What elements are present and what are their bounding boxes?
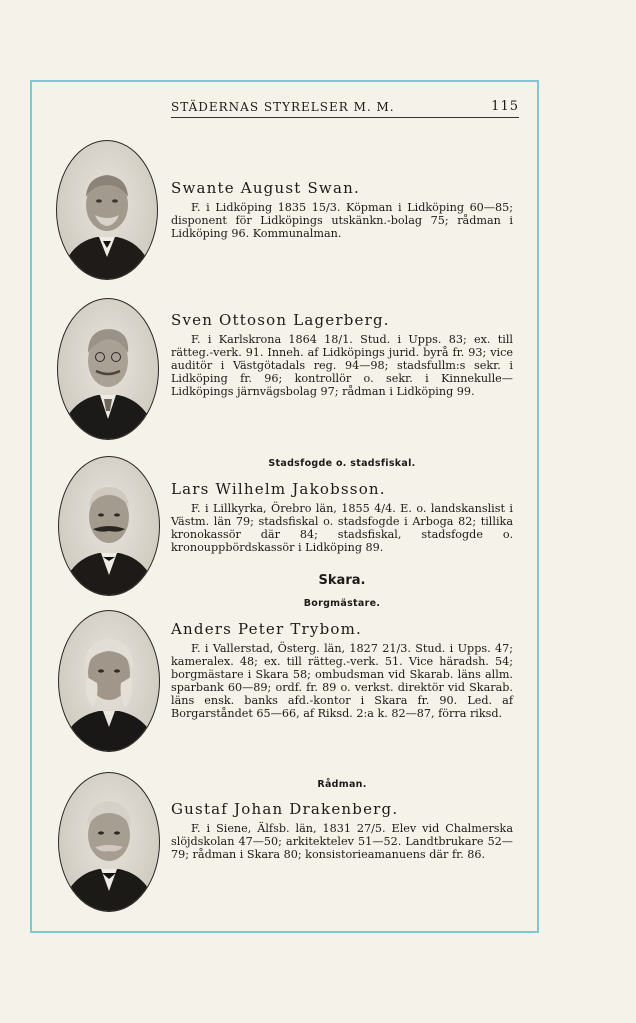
person-entry-drakenberg <box>171 799 513 861</box>
page-number: 115 <box>491 99 519 114</box>
portrait-lagerberg <box>57 298 159 440</box>
portrait-drakenberg <box>58 772 160 912</box>
person-bio: F. i Vallerstad, Österg. län, 1827 21/3. Stud. i Upps. 47; kameralex. 48; ex. till rätteg.-verk. 51. Vice häradsh. 54; borgmästare i Skara 58; ombudsman vid Skarab. läns allm. sparbank 60—89; ordf. fr. 89 o. verkst. direktör vid Skarab. läns ensk. banks afd.-kontor i Skara fr. 90. Led. af Borgarståndet 65—66, af Riksd. 2:a k. 82—87, förra riksd. <box>171 642 513 720</box>
portrait-drakenberg-image <box>59 773 159 911</box>
portrait-swan-image <box>57 141 157 279</box>
person-entry-jakobsson <box>171 479 513 554</box>
person-bio: F. i Lillkyrka, Örebro län, 1855 4/4. E. o. landskanslist i Västm. län 79; stadsfiskal o. stadsfogde i Arboga 82; tillika kronokassör där 84; stadsfiskal, stadsfogde o. kronouppbördskassör i Lidköping 89. <box>171 502 513 554</box>
person-name: Gustaf Johan Drakenberg. <box>171 800 399 818</box>
person-name: Swante August Swan. <box>171 179 360 197</box>
portrait-jakobsson <box>58 456 160 596</box>
header-rule <box>171 117 519 118</box>
section-heading-radman: Rådman. <box>317 779 367 790</box>
person-entry-trybom <box>171 619 513 720</box>
running-header <box>171 100 519 118</box>
section-heading-skara: Skara. <box>318 573 366 588</box>
person-name: Lars Wilhelm Jakobsson. <box>171 480 386 498</box>
person-name: Anders Peter Trybom. <box>171 620 363 638</box>
portrait-trybom-image <box>59 611 159 751</box>
person-bio: F. i Karlskrona 1864 18/1. Stud. i Upps. 83; ex. till rätteg.-verk. 91. Inneh. af Lidköpings jurid. byrå fr. 93; vice auditör i Västgötadals reg. 94—98; stadsfullm:s sekr. i Lidköping fr. 96; kontrollör o. sekr. i Kinnekulle—Lidköpings järnvägsbolag 97; rådman i Lidköping 99. <box>171 333 513 398</box>
portrait-swan <box>56 140 158 280</box>
portrait-trybom <box>58 610 160 752</box>
section-heading-stadsfogde: Stadsfogde o. stadsfiskal. <box>268 458 416 469</box>
person-entry-lagerberg <box>171 310 513 398</box>
section-heading-borgmastare: Borgmästare. <box>303 598 381 609</box>
person-entry-swan <box>171 178 513 240</box>
person-bio: F. i Siene, Älfsb. län, 1831 27/5. Elev vid Chalmerska slöjdskolan 47—50; arkitektelev 51—52. Landtbrukare 52—79; rådman i Skara 80; konsistorieamanuens där fr. 86. <box>171 822 513 861</box>
portrait-lagerberg-image <box>58 299 158 439</box>
running-title: STÄDERNAS STYRELSER M. M. <box>171 100 395 114</box>
person-bio: F. i Lidköping 1835 15/3. Köpman i Lidköping 60—85; disponent för Lidköpings utskänkn.-bolag 75; rådman i Lidköping 96. Kommunalman. <box>171 201 513 240</box>
portrait-jakobsson-image <box>59 457 159 595</box>
person-name: Sven Ottoson Lagerberg. <box>171 311 390 329</box>
